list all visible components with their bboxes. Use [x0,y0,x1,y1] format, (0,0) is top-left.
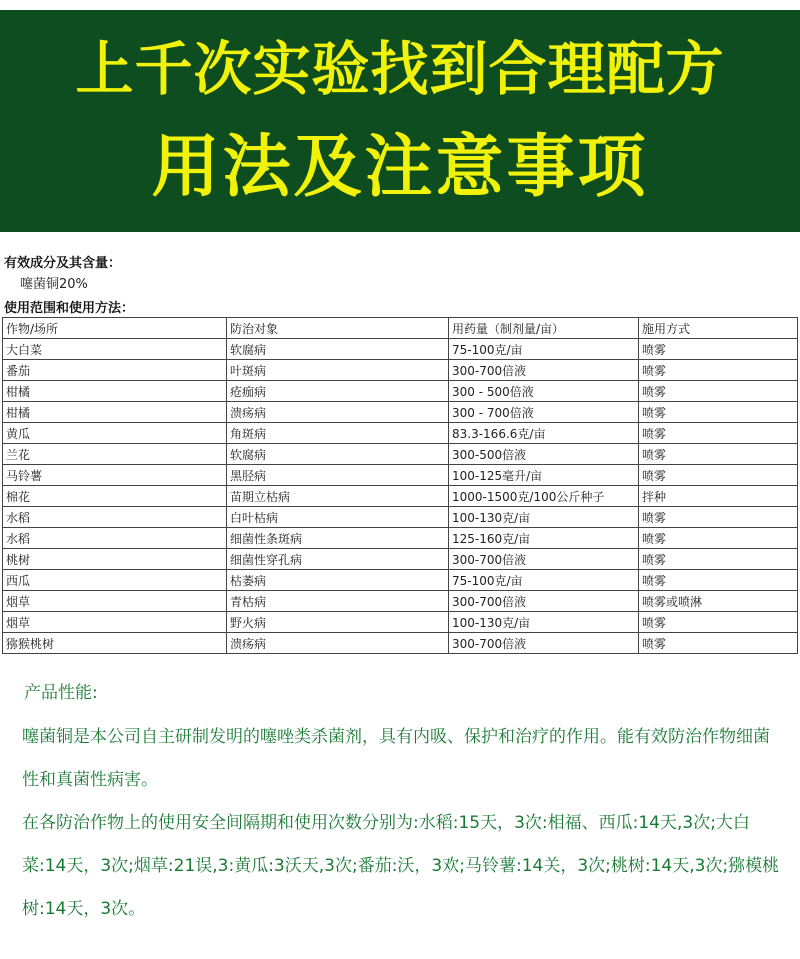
cell-target: 软腐病 [227,339,449,360]
ingredients-label: 有效成分及其含量： [4,256,122,271]
table-row [3,486,798,507]
usage-label: 使用范围和使用方法： [4,301,135,316]
table-row [3,612,798,633]
cell-target: 溃疡病 [227,402,449,423]
cell-crop: 兰花 [3,444,227,465]
cell-crop: 马铃薯 [3,465,227,486]
banner-subheadline: 用法及注意事项 [151,128,649,207]
cell-crop: 番茄 [3,360,227,381]
banner-headline: 上千次实验找到合理配方 [75,35,725,103]
column-header-crop: 作物/场所 [3,318,227,339]
safety-interval-text: 在各防治作物上的使用安全间隔期和使用次数分别为:水稻:15天，3次:相福、西瓜:14天,3次;大白菜:14天，3次;烟草:21误,3:黄瓜:3沃天,3次;番茄:沃，3欢;马铃薯:14关，3次;桃树:14天,3次;猕模桃树:14天，3次。 [22,813,780,919]
cell-crop: 柑橘 [3,402,227,423]
cell-target: 苗期立枯病 [227,486,449,507]
cell-crop: 烟草 [3,612,227,633]
cell-dosage: 300-700倍液 [449,591,639,612]
cell-target: 黑胫病 [227,465,449,486]
performance-title: 产品性能: [24,683,98,703]
cell-method: 喷雾 [639,570,798,591]
cell-method: 喷雾 [639,444,798,465]
cell-dosage: 300-500倍液 [449,444,639,465]
cell-crop: 黄瓜 [3,423,227,444]
cell-dosage: 300-700倍液 [449,360,639,381]
cell-dosage: 300 - 500倍液 [449,381,639,402]
column-header-dosage: 用药量（制剂量/亩） [449,318,639,339]
ingredients-value: 噻菌铜20% [20,277,88,292]
cell-dosage: 100-130克/亩 [449,612,639,633]
performance-description: 噻菌铜是本公司自主研制发明的噻唑类杀菌剂，具有内吸、保护和治疗的作用。能有效防治作物细菌性和真菌性病害。 [22,727,770,790]
table-row [3,339,798,360]
cell-target: 细菌性穿孔病 [227,549,449,570]
cell-crop: 猕猴桃树 [3,633,227,654]
table-row [3,570,798,591]
cell-target: 叶斑病 [227,360,449,381]
cell-target: 青枯病 [227,591,449,612]
cell-dosage: 75-100克/亩 [449,570,639,591]
cell-method: 喷雾 [639,528,798,549]
cell-method: 喷雾 [639,402,798,423]
cell-method: 拌种 [639,486,798,507]
table-row [3,528,798,549]
cell-method: 喷雾 [639,465,798,486]
cell-method: 喷雾 [639,381,798,402]
cell-crop: 桃树 [3,549,227,570]
cell-target: 角斑病 [227,423,449,444]
cell-dosage: 300-700倍液 [449,633,639,654]
cell-method: 喷雾 [639,612,798,633]
table-row [3,402,798,423]
cell-method: 喷雾或喷淋 [639,591,798,612]
cell-method: 喷雾 [639,339,798,360]
table-row [3,633,798,654]
cell-dosage: 100-130克/亩 [449,507,639,528]
table-row [3,591,798,612]
column-header-method: 施用方式 [639,318,798,339]
cell-target: 细菌性条斑病 [227,528,449,549]
cell-crop: 烟草 [3,591,227,612]
cell-dosage: 1000-1500克/100公斤种子 [449,486,639,507]
cell-crop: 水稻 [3,528,227,549]
cell-target: 野火病 [227,612,449,633]
product-performance-section [22,672,782,931]
usage-table [2,317,798,654]
cell-method: 喷雾 [639,633,798,654]
cell-dosage: 125-160克/亩 [449,528,639,549]
cell-crop: 柑橘 [3,381,227,402]
cell-target: 溃疡病 [227,633,449,654]
cell-method: 喷雾 [639,423,798,444]
cell-target: 白叶枯病 [227,507,449,528]
cell-crop: 西瓜 [3,570,227,591]
cell-dosage: 75-100克/亩 [449,339,639,360]
table-row [3,423,798,444]
cell-crop: 棉花 [3,486,227,507]
table-row [3,549,798,570]
cell-dosage: 83.3-166.6克/亩 [449,423,639,444]
table-row [3,444,798,465]
cell-target: 枯萎病 [227,570,449,591]
cell-dosage: 300 - 700倍液 [449,402,639,423]
cell-method: 喷雾 [639,507,798,528]
table-row [3,465,798,486]
table-header-row [3,318,798,339]
cell-target: 疮痂病 [227,381,449,402]
cell-target: 软腐病 [227,444,449,465]
cell-method: 喷雾 [639,360,798,381]
table-row [3,381,798,402]
column-header-target: 防治对象 [227,318,449,339]
table-row [3,360,798,381]
cell-crop: 水稻 [3,507,227,528]
header-banner [0,10,800,232]
table-row [3,507,798,528]
cell-method: 喷雾 [639,549,798,570]
cell-dosage: 300-700倍液 [449,549,639,570]
cell-crop: 大白菜 [3,339,227,360]
cell-dosage: 100-125毫升/亩 [449,465,639,486]
